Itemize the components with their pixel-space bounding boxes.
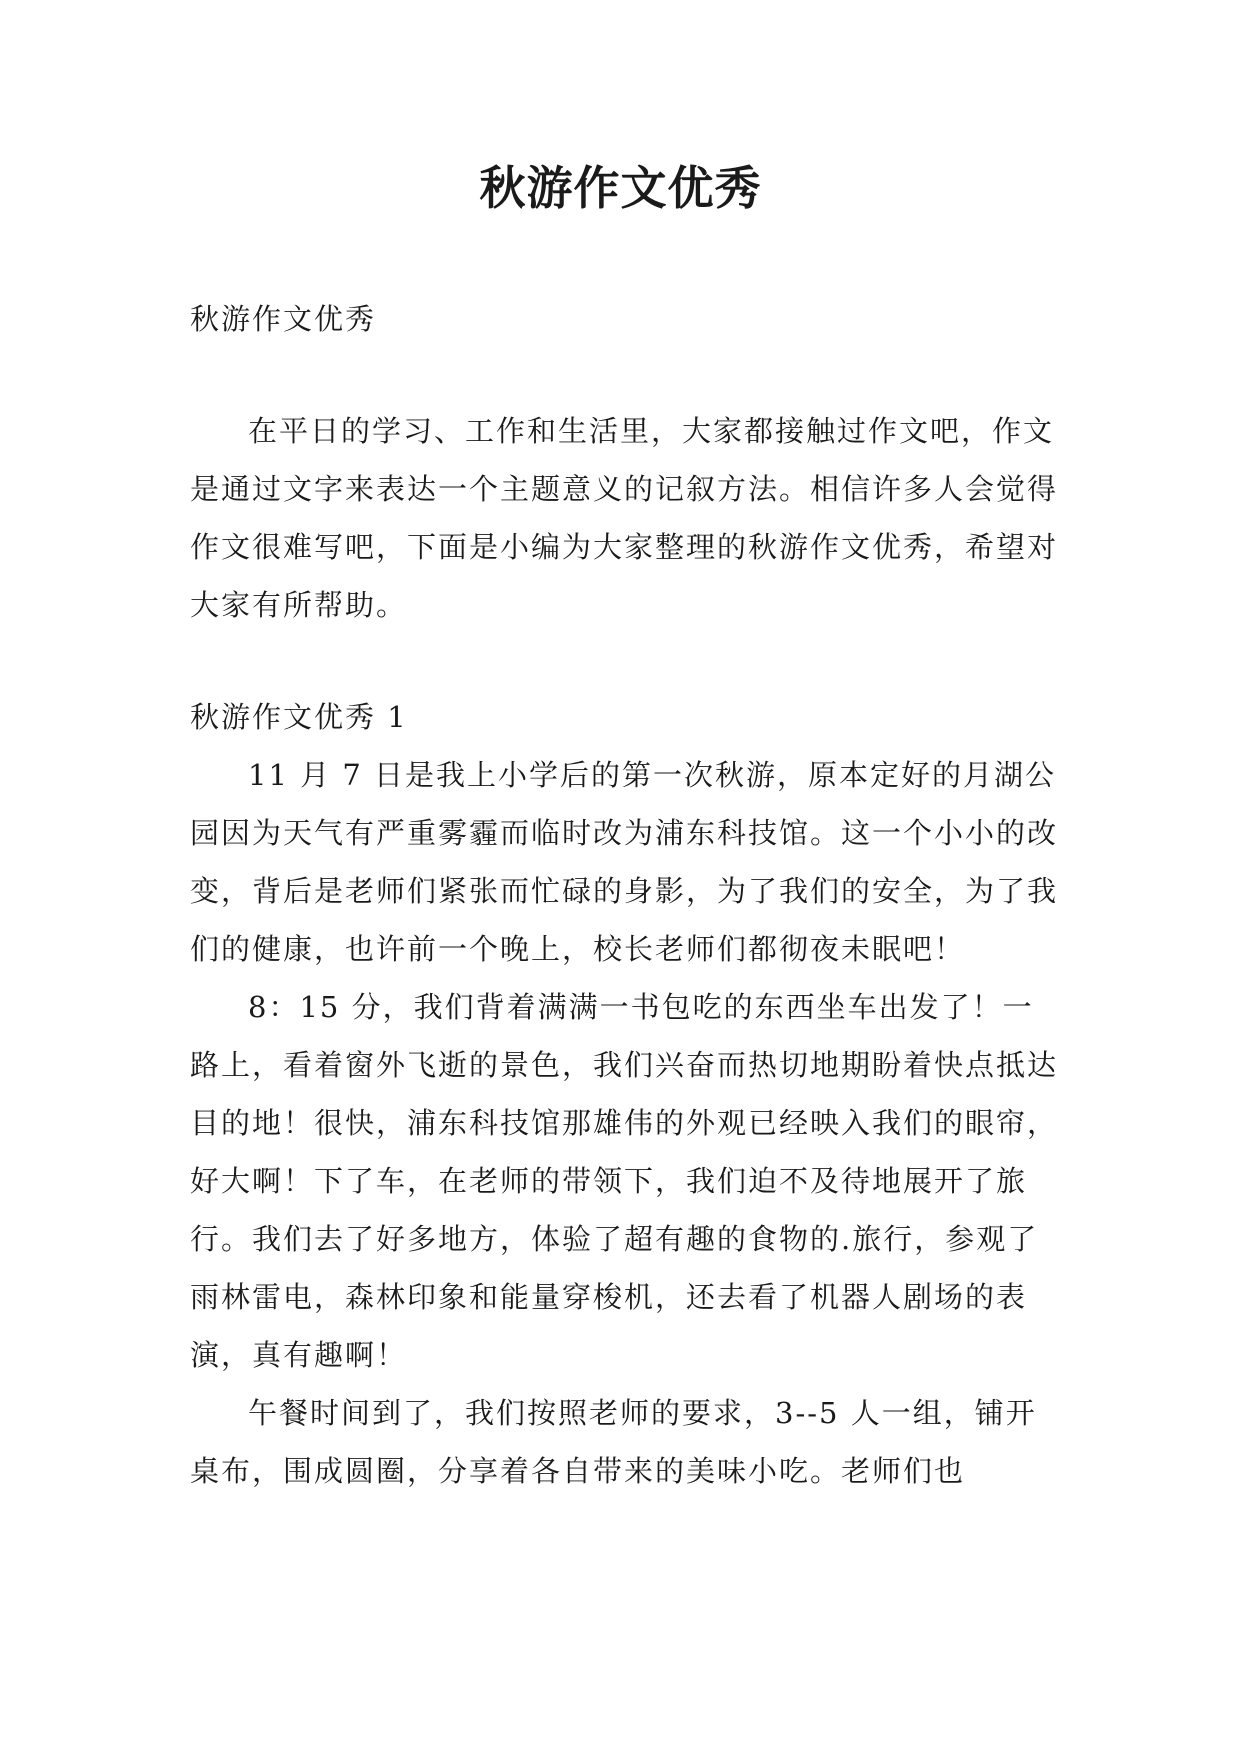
- body-paragraph-1: 11 月 7 日是我上小学后的第一次秋游，原本定好的月湖公园因为天气有严重雾霾而临时改为浦东科技馆。这一个小小的改变，背后是老师们紧张而忙碌的身影，为了我们的安全，为了我们的健康，也许前一个晚上，校长老师们都彻夜未眠吧！: [190, 758, 1059, 966]
- section-heading: 秋游作文优秀 1: [190, 700, 408, 734]
- body-paragraph-2: 8：15 分，我们背着满满一书包吃的东西坐车出发了！一路上，看着窗外飞逝的景色，我们兴奋而热切地期盼着快点抵达目的地！很快，浦东科技馆那雄伟的外观已经映入我们的眼帘，好大啊！下了车，在老师的带领下，我们迫不及待地展开了旅行。我们去了好多地方，体验了超有趣的食物的.旅行，参观了雨林雷电，森林印象和能量穿梭机，还去看了机器人剧场的表演，真有趣啊！: [190, 990, 1059, 1372]
- document-title: 秋游作文优秀: [479, 161, 762, 215]
- document-body: [190, 290, 1060, 1500]
- body-paragraph-3: 午餐时间到了，我们按照老师的要求，3--5 人一组，铺开桌布，围成圆圈，分享着各自带来的美味小吃。老师们也: [190, 1396, 1037, 1488]
- intro-paragraph: 在平日的学习、工作和生活里，大家都接触过作文吧，作文是通过文字来表达一个主题意义的记叙方法。相信许多人会觉得作文很难写吧，下面是小编为大家整理的秋游作文优秀，希望对大家有所帮助。: [190, 414, 1059, 622]
- document-subtitle: 秋游作文优秀: [190, 302, 377, 336]
